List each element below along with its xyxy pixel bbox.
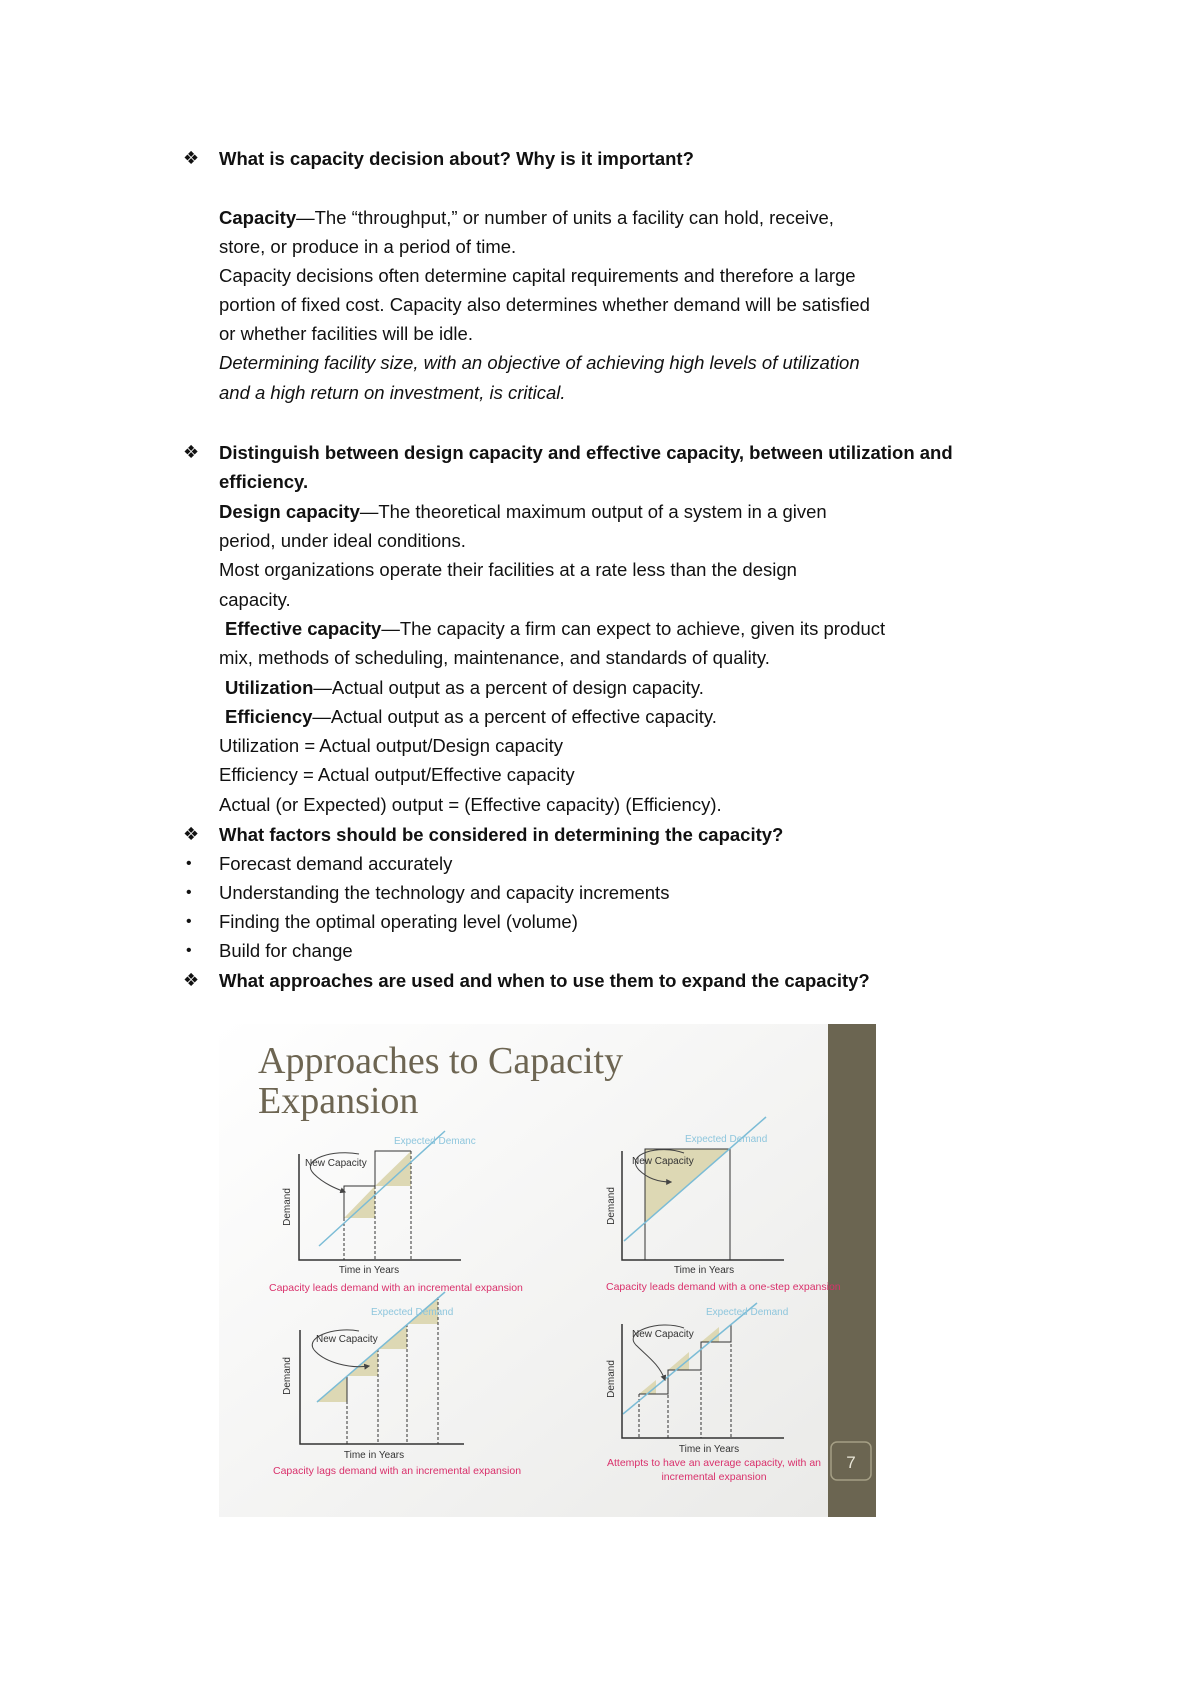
question-1-heading: What is capacity decision about? Why is it important? — [219, 148, 694, 169]
question-2-heading-1: Distinguish between design capacity and effective capacity, between utilization and — [219, 442, 953, 463]
x-axis-label: Time in Years — [343, 1450, 405, 1461]
para-line-2: portion of fixed cost. Capacity also determines whether demand will be satisfied — [219, 294, 870, 315]
efficiency-def: —Actual output as a percent of effective capacity. — [312, 706, 717, 727]
chart-caption: Capacity lags demand with an incremental expansion — [273, 1465, 522, 1477]
diamond-bullet-icon: ❖ — [183, 970, 200, 990]
new-capacity-label: New Capacity — [632, 1329, 694, 1340]
slide-number: 7 — [846, 1453, 856, 1472]
formula-actual-output: Actual (or Expected) output = (Effective capacity) (Efficiency). — [219, 794, 722, 815]
formula-efficiency: Efficiency = Actual output/Effective capacity — [219, 764, 575, 785]
diamond-bullet-icon: ❖ — [183, 824, 200, 844]
slide-title-1: Approaches to Capacity — [258, 1040, 624, 1082]
capacity-definition — [219, 203, 834, 232]
bullet-dot-icon: • — [186, 942, 192, 959]
diamond-bullet-icon: ❖ — [183, 148, 200, 168]
factor-item: Finding the optimal operating level (volume) — [219, 911, 578, 932]
design-def-1: —The theoretical maximum output of a system in a given — [359, 501, 827, 522]
effective-capacity-term: Effective capacity — [225, 618, 382, 639]
para-line-3: or whether facilities will be idle. — [219, 323, 473, 344]
utilization-def: —Actual output as a percent of design capacity. — [313, 677, 704, 698]
factor-item: Build for change — [219, 940, 353, 961]
bullet-dot-icon: • — [186, 913, 192, 930]
most-line-2: capacity. — [219, 589, 291, 610]
y-axis-label: Demand — [606, 1187, 617, 1225]
y-axis-label: Demand — [282, 1188, 293, 1226]
chart-caption: Capacity leads demand with a one-step expansion — [606, 1281, 841, 1293]
effective-def-2: mix, methods of scheduling, maintenance, and standards of quality. — [219, 647, 770, 668]
design-capacity-term: Design capacity — [219, 501, 360, 522]
design-def-2: period, under ideal conditions. — [219, 530, 466, 551]
italic-line-2: and a high return on investment, is critical. — [219, 382, 566, 403]
x-axis-label: Time in Years — [673, 1265, 735, 1276]
chart-caption: Capacity leads demand with an incremental expansion — [269, 1282, 523, 1294]
chart-caption-line-2: incremental expansion — [661, 1471, 767, 1483]
question-4-heading: What approaches are used and when to use them to expand the capacity? — [219, 970, 870, 991]
four-diamond-bullet-icon: ❖ — [183, 442, 200, 462]
new-capacity-label: New Capacity — [305, 1158, 367, 1169]
design-capacity-definition — [219, 497, 827, 526]
x-axis-label: Time in Years — [338, 1265, 400, 1276]
utilization-definition — [225, 673, 704, 702]
capacity-expansion-slide — [219, 1024, 876, 1517]
capacity-term: Capacity — [219, 207, 297, 228]
italic-line-1: Determining facility size, with an objective of achieving high levels of utilization — [219, 352, 860, 373]
most-line-1: Most organizations operate their facilities at a rate less than the design — [219, 559, 797, 580]
expected-demand-label: Expected Demand — [706, 1307, 789, 1318]
y-axis-label: Demand — [606, 1360, 617, 1398]
efficiency-term: Efficiency — [225, 706, 313, 727]
new-capacity-label: New Capacity — [316, 1334, 378, 1345]
formula-utilization: Utilization = Actual output/Design capacity — [219, 735, 563, 756]
bullet-dot-icon: • — [186, 855, 192, 872]
expected-demand-label: Expected Demanc — [394, 1136, 476, 1147]
y-axis-label: Demand — [282, 1357, 293, 1395]
x-axis-label: Time in Years — [678, 1444, 740, 1455]
slide-title-2: Expansion — [258, 1080, 419, 1122]
chart-caption: Attempts to have an average capacity, with an — [606, 1457, 822, 1469]
capacity-def-2: store, or produce in a period of time. — [219, 236, 517, 257]
utilization-term: Utilization — [225, 677, 314, 698]
bullet-dot-icon: • — [186, 884, 192, 901]
question-2-heading-2: efficiency. — [219, 471, 309, 492]
factor-item: Understanding the technology and capacity increments — [219, 882, 670, 903]
expected-demand-label: Expected Demand — [685, 1134, 768, 1145]
question-3-heading: What factors should be considered in determining the capacity? — [219, 824, 784, 845]
factor-item: Forecast demand accurately — [219, 853, 453, 874]
capacity-def-1: —The “throughput,” or number of units a facility can hold, receive, — [296, 207, 834, 228]
expected-demand-label: Expected Demand — [371, 1307, 454, 1318]
effective-capacity-definition — [225, 614, 885, 643]
effective-def-1: —The capacity a firm can expect to achieve, given its product — [381, 618, 886, 639]
para-line-1: Capacity decisions often determine capital requirements and therefore a large — [219, 265, 856, 286]
new-capacity-label: New Capacity — [632, 1156, 694, 1167]
efficiency-definition — [225, 702, 717, 731]
